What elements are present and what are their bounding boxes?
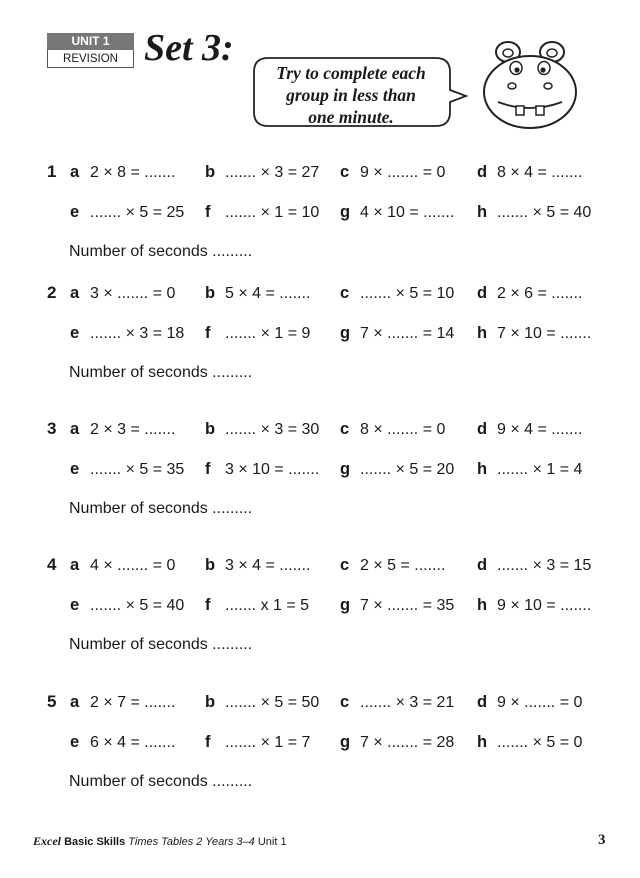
problem-expression: 6 × 4 = .......	[90, 734, 176, 751]
problem-item	[340, 691, 454, 714]
problem-item	[477, 322, 591, 345]
problem-expression: ....... × 5 = 50	[225, 694, 320, 711]
problem-expression: 2 × 5 = .......	[360, 557, 446, 574]
problem-expression: ....... × 3 = 30	[225, 421, 320, 438]
problem-expression: 2 × 7 = .......	[90, 694, 176, 711]
problem-label: h	[477, 596, 488, 614]
question-number: 2	[47, 283, 57, 302]
problem-expression: 8 × 4 = .......	[497, 164, 583, 181]
bubble-line: one minute.	[308, 107, 394, 127]
problem-label: d	[477, 284, 488, 302]
problem-label: f	[205, 460, 211, 478]
question-row	[0, 322, 640, 344]
problem-expression: ....... × 5 = 40	[90, 597, 185, 614]
problem-item	[70, 691, 175, 714]
problem-label: c	[340, 420, 350, 438]
seconds-prompt: Number of seconds .........	[69, 243, 253, 260]
problem-expression: 3 × 4 = .......	[225, 557, 311, 574]
problem-label: c	[340, 556, 350, 574]
speech-bubble-text	[262, 62, 440, 128]
problem-expression: ....... x 1 = 5	[225, 597, 310, 614]
seconds-prompt: Number of seconds .........	[69, 364, 253, 381]
problem-expression: 9 × ....... = 0	[360, 164, 446, 181]
problem-label: a	[70, 420, 80, 438]
problem-item	[205, 594, 309, 617]
problem-label: g	[340, 460, 351, 478]
problem-item	[70, 282, 175, 305]
problem-expression: ....... × 3 = 15	[497, 557, 592, 574]
problem-expression: 9 × 10 = .......	[497, 597, 592, 614]
problem-label: g	[340, 324, 351, 342]
question-number: 5	[47, 692, 57, 711]
problem-expression: ....... × 1 = 7	[225, 734, 311, 751]
problem-expression: ....... × 5 = 10	[360, 285, 455, 302]
problem-expression: 9 × 4 = .......	[497, 421, 583, 438]
problem-expression: ....... × 3 = 21	[360, 694, 455, 711]
problem-label: h	[477, 203, 488, 221]
problem-item	[70, 594, 184, 617]
problem-item	[70, 322, 184, 345]
problem-label: c	[340, 693, 350, 711]
problem-label: f	[205, 203, 211, 221]
problem-label: g	[340, 596, 351, 614]
bubble-line: Try to complete each	[276, 63, 426, 83]
problem-label: b	[205, 556, 216, 574]
problem-item	[477, 458, 582, 481]
problem-label: a	[70, 693, 80, 711]
problem-label: f	[205, 596, 211, 614]
problem-item	[340, 731, 454, 754]
problem-item	[340, 322, 454, 345]
problem-label: e	[70, 324, 80, 342]
problem-item	[70, 161, 175, 184]
problem-expression: 2 × 8 = .......	[90, 164, 176, 181]
problem-expression: ....... × 5 = 0	[497, 734, 583, 751]
problem-item	[340, 554, 445, 577]
problem-expression: ....... × 5 = 40	[497, 204, 592, 221]
problem-label: e	[70, 733, 80, 751]
hippo-face-icon	[478, 40, 582, 132]
problem-item	[477, 282, 582, 305]
question-number: 1	[47, 162, 57, 181]
problem-expression: 3 × ....... = 0	[90, 285, 176, 302]
footer-unit: Unit 1	[257, 836, 287, 848]
problem-expression: ....... × 1 = 4	[497, 461, 583, 478]
problem-label: d	[477, 163, 488, 181]
problem-label: h	[477, 733, 488, 751]
problem-item	[205, 201, 319, 224]
problem-label: b	[205, 693, 216, 711]
problem-item	[70, 554, 175, 577]
footer-basic-skills: Basic Skills	[64, 836, 126, 848]
problem-label: d	[477, 556, 488, 574]
problem-label: b	[205, 420, 216, 438]
problem-item	[477, 594, 591, 617]
problem-label: e	[70, 596, 80, 614]
problem-label: e	[70, 203, 80, 221]
revision-label: REVISION	[47, 50, 134, 68]
problem-item	[205, 691, 319, 714]
problem-expression: 9 × ....... = 0	[497, 694, 583, 711]
problem-item	[70, 201, 184, 224]
problem-label: b	[205, 284, 216, 302]
seconds-prompt: Number of seconds .........	[69, 500, 253, 517]
problem-expression: 7 × ....... = 14	[360, 325, 455, 342]
question-row	[0, 282, 640, 304]
problem-item	[205, 322, 310, 345]
problem-label: c	[340, 163, 350, 181]
problem-expression: 7 × 10 = .......	[497, 325, 592, 342]
bubble-line: group in less than	[286, 85, 416, 105]
problem-item	[340, 201, 454, 224]
problem-label: g	[340, 203, 351, 221]
problem-expression: ....... × 5 = 35	[90, 461, 185, 478]
problem-item	[70, 458, 184, 481]
problem-item	[477, 691, 582, 714]
problem-expression: 7 × ....... = 28	[360, 734, 455, 751]
problem-label: h	[477, 460, 488, 478]
question-row	[0, 161, 640, 183]
problem-label: c	[340, 284, 350, 302]
problem-expression: 3 × 10 = .......	[225, 461, 320, 478]
problem-item	[340, 418, 445, 441]
footer-credit	[33, 834, 287, 849]
problem-item	[205, 731, 310, 754]
problem-item	[477, 201, 591, 224]
problem-expression: ....... × 3 = 18	[90, 325, 185, 342]
problem-expression: 2 × 6 = .......	[497, 285, 583, 302]
problem-item	[477, 418, 582, 441]
question-number: 3	[47, 419, 57, 438]
unit-badge	[47, 33, 134, 68]
problem-item	[70, 418, 175, 441]
problem-item	[340, 161, 445, 184]
question-row	[0, 554, 640, 576]
problem-item	[340, 594, 454, 617]
problem-item	[205, 418, 319, 441]
question-row	[0, 418, 640, 440]
problem-expression: 4 × 10 = .......	[360, 204, 455, 221]
problem-label: f	[205, 733, 211, 751]
problem-label: a	[70, 163, 80, 181]
question-row	[0, 731, 640, 753]
question-row	[0, 594, 640, 616]
seconds-prompt: Number of seconds .........	[69, 773, 253, 790]
problem-expression: ....... × 5 = 20	[360, 461, 455, 478]
problem-item	[477, 161, 582, 184]
question-row	[0, 458, 640, 480]
problem-item	[205, 161, 319, 184]
problem-item	[340, 282, 454, 305]
problem-expression: ....... × 1 = 10	[225, 204, 320, 221]
problem-expression: 5 × 4 = .......	[225, 285, 311, 302]
problem-expression: ....... × 1 = 9	[225, 325, 311, 342]
problem-item	[477, 554, 591, 577]
problem-item	[205, 282, 310, 305]
problem-label: d	[477, 420, 488, 438]
seconds-prompt: Number of seconds .........	[69, 636, 253, 653]
footer-book-title: Times Tables 2 Years 3–4	[128, 836, 255, 848]
problem-label: f	[205, 324, 211, 342]
problem-label: h	[477, 324, 488, 342]
problem-label: g	[340, 733, 351, 751]
question-row	[0, 691, 640, 713]
problem-expression: 7 × ....... = 35	[360, 597, 455, 614]
problem-expression: ....... × 3 = 27	[225, 164, 320, 181]
problem-item	[205, 554, 310, 577]
problem-item	[340, 458, 454, 481]
problem-label: e	[70, 460, 80, 478]
problem-expression: 8 × ....... = 0	[360, 421, 446, 438]
page-title: Set 3:	[144, 27, 234, 69]
problem-label: a	[70, 284, 80, 302]
problem-item	[477, 731, 582, 754]
problem-label: a	[70, 556, 80, 574]
problem-expression: ....... × 5 = 25	[90, 204, 185, 221]
problem-label: b	[205, 163, 216, 181]
problem-label: d	[477, 693, 488, 711]
footer-excel: Excel	[33, 834, 61, 848]
problem-expression: 4 × ....... = 0	[90, 557, 176, 574]
page-number: 3	[598, 832, 606, 848]
problem-item	[205, 458, 319, 481]
problem-item	[70, 731, 175, 754]
question-row	[0, 201, 640, 223]
question-number: 4	[47, 555, 57, 574]
problem-expression: 2 × 3 = .......	[90, 421, 176, 438]
unit-label: UNIT 1	[47, 33, 134, 50]
